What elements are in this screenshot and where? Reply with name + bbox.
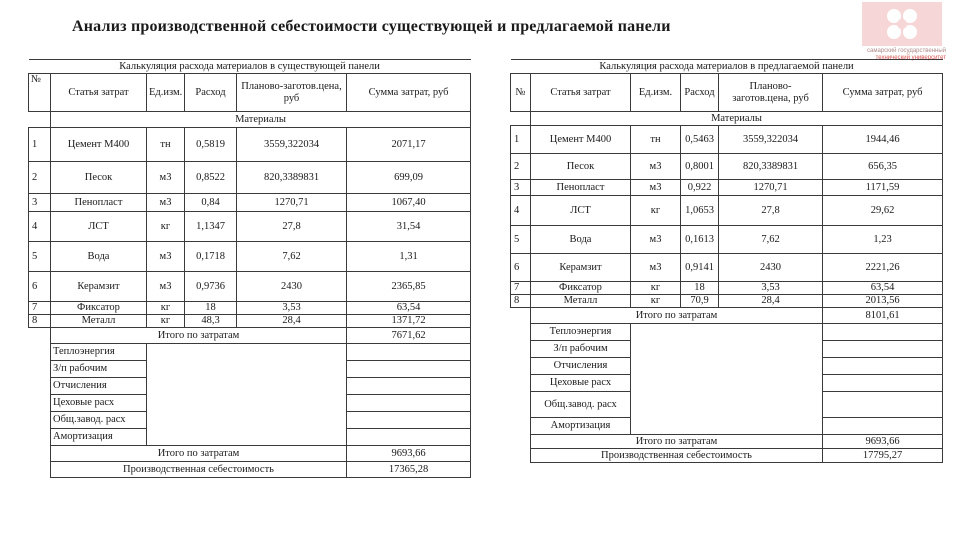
table-row: 7 Фиксатор кг 18 3,53 63,54 [511, 282, 943, 295]
col-header-price: Планово-заготов.цена, руб [719, 74, 823, 112]
total-label: Итого по затратам [531, 435, 823, 449]
proposed-panel-table [510, 59, 943, 463]
table-row: 8 Металл кг 70,9 28,4 2013,56 [511, 295, 943, 308]
table-row: 1 Цемент М400 тн 0,5463 3559,322034 1944,46 [511, 126, 943, 154]
cost-item: Амортизация [531, 418, 631, 435]
table-row: 6 Керамзит м3 0,9141 2430 2221,26 [511, 254, 943, 282]
cost-item: Общ.завод. расх [51, 412, 147, 429]
table-row: 6 Керамзит м3 0,9736 2430 2365,85 [29, 272, 471, 302]
cost-item: З/п рабочим [531, 341, 631, 358]
col-header-unit: Ед.изм. [631, 74, 681, 112]
col-header-item: Статья затрат [531, 74, 631, 112]
total-value: 9693,66 [823, 435, 943, 449]
subtotal-value: 7671,62 [347, 328, 471, 344]
table-row: 7 Фиксатор кг 18 3,53 63,54 [29, 302, 471, 315]
subtotal-label: Итого по затратам [531, 308, 823, 324]
table-row: 5 Вода м3 0,1718 7,62 1,31 [29, 242, 471, 272]
col-header-sum: Сумма затрат, руб [823, 74, 943, 112]
table-row: 8 Металл кг 48,3 28,4 1371,72 [29, 315, 471, 328]
cost-item: Амортизация [51, 429, 147, 446]
subtotal-label: Итого по затратам [51, 328, 347, 344]
col-header-no: № [29, 74, 51, 112]
cost-item: Отчисления [51, 378, 147, 395]
production-cost-value: 17365,28 [347, 462, 471, 478]
table-row: 3 Пенопласт м3 0,84 1270,71 1067,40 [29, 194, 471, 212]
cost-item: Отчисления [531, 358, 631, 375]
col-header-usage: Расход [185, 74, 237, 112]
cost-item: Теплоэнергия [51, 344, 147, 361]
col-header-sum: Сумма затрат, руб [347, 74, 471, 112]
table-row: 4 ЛСТ кг 1,1347 27,8 31,54 [29, 212, 471, 242]
col-header-unit: Ед.изм. [147, 74, 185, 112]
table-row: 2 Песок м3 0,8522 820,3389831 699,09 [29, 162, 471, 194]
col-header-price: Планово-заготов.цена, руб [237, 74, 347, 112]
table-caption: Калькуляция расхода материалов в предлагаемой панели [511, 60, 943, 74]
total-value: 9693,66 [347, 446, 471, 462]
section-label: Материалы [51, 112, 471, 128]
col-header-item: Статья затрат [51, 74, 147, 112]
logo-caption-line1: самарский государственный [867, 48, 946, 54]
page-title: Анализ производственной себестоимости существующей и предлагаемой панели [72, 18, 671, 35]
table-row: 3 Пенопласт м3 0,922 1270,71 1171,59 [511, 180, 943, 196]
col-header-no: № [511, 74, 531, 112]
existing-panel-table [28, 59, 471, 478]
cost-item: З/п рабочим [51, 361, 147, 378]
production-cost-label: Производственная себестоимость [51, 462, 347, 478]
cost-item: Общ.завод. расх [531, 392, 631, 418]
cost-item: Цеховые расх [531, 375, 631, 392]
table-caption: Калькуляция расхода материалов в существующей панели [29, 60, 471, 74]
cost-item: Теплоэнергия [531, 324, 631, 341]
total-label: Итого по затратам [51, 446, 347, 462]
table-row: 2 Песок м3 0,8001 820,3389831 656,35 [511, 154, 943, 180]
col-header-usage: Расход [681, 74, 719, 112]
table-row: 4 ЛСТ кг 1,0653 27,8 29,62 [511, 196, 943, 226]
production-cost-value: 17795,27 [823, 449, 943, 463]
logo-emblem-icon [862, 2, 942, 46]
logo-caption-line2: технический университет [875, 55, 946, 61]
subtotal-value: 8101,61 [823, 308, 943, 324]
cost-item: Цеховые расх [51, 395, 147, 412]
production-cost-label: Производственная себестоимость [531, 449, 823, 463]
table-row: 1 Цемент М400 тн 0,5819 3559,322034 2071,17 [29, 128, 471, 162]
table-row: 5 Вода м3 0,1613 7,62 1,23 [511, 226, 943, 254]
section-label: Материалы [531, 112, 943, 126]
